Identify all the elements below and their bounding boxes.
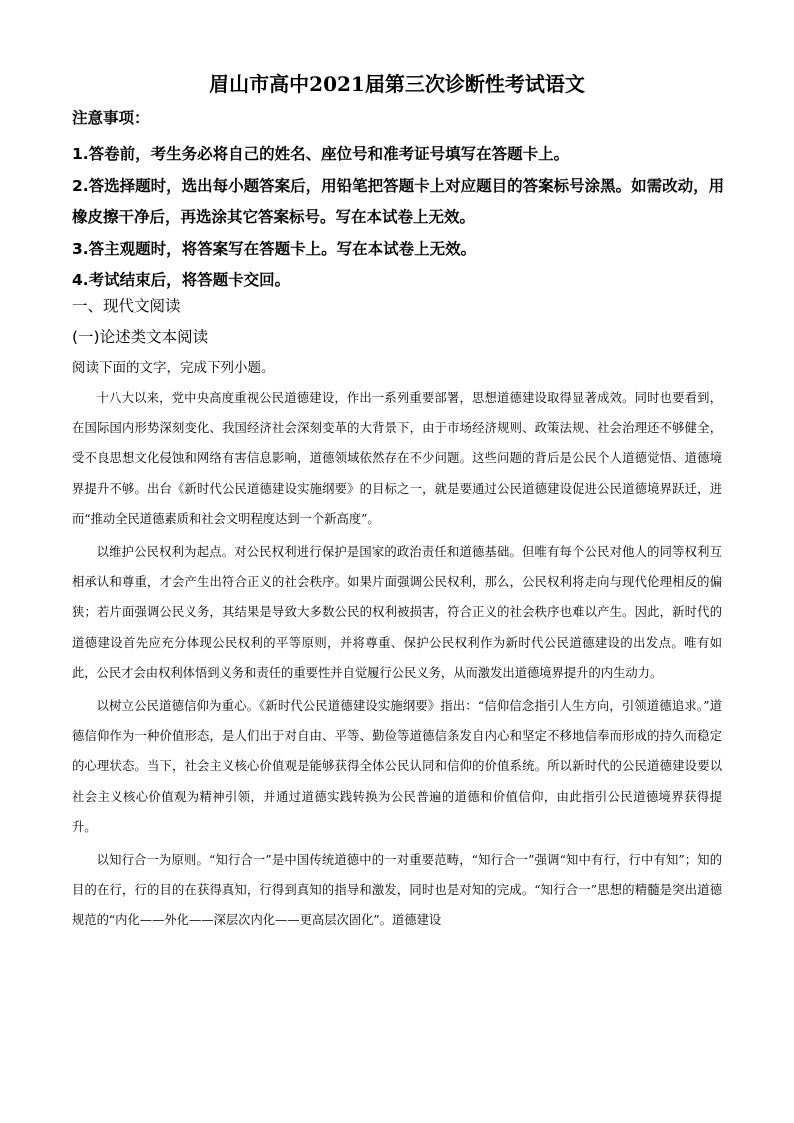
reading-passage [72,383,722,939]
page-title: 眉山市高中2021届第三次诊断性考试语文 [209,72,585,96]
subsection-heading-argumentative: (一)论述类文本阅读 [72,328,209,346]
notice-item: 2.答选择题时，选出每小题答案后，用铅笔把答题卡上对应题目的答案标号涂黑。如需改动，用橡皮擦干净后，再选涂其它答案标号。写在本试卷上无效。 [72,176,725,226]
passage-paragraph: 以维护公民权利为起点。对公民权利进行保护是国家的政治责任和道德基础。但唯有每个公民对他人的同等权利互相承认和尊重，才会产生出符合正义的社会秩序。如果片面强调公民权利，那么，公民权利将走向与现代伦理相反的偏狭；若片面强调公民义务，其结果是导致大多数公民的权利被损害，符合正义的社会秩序也难以产生。因此，新时代的道德建设首先应充分体现公民权利的平等原则，并将尊重、保护公民权利作为新时代公民道德建设的出发点。唯有如此，公民才会由权利体悟到义务和责任的重要性并自觉履行公民义务，从而激发出道德境界提升的内生动力。 [72,545,722,680]
passage-paragraph: 以知行合一为原则。“知行合一”是中国传统道德中的一对重要范畴，“知行合一”强调“知中有行，行中有知”；知的目的在行，行的目的在获得真知，行得到真知的指导和激发，同时也是对知的完成。“知行合一”思想的精髓是突出道德规范的“内化——外化——深层次内化——更高层次固化”。道德建设 [72,853,722,928]
notice-item: 1.答卷前，考生务必将自己的姓名、座位号和准考证号填写在答题卡上。 [72,145,570,163]
notice-item: 3.答主观题时，将答案写在答题卡上。写在本试卷上无效。 [72,239,477,258]
passage-paragraph: 以树立公民道德信仰为重心。《新时代公民道德建设实施纲要》指出：“信仰信念指引人生方向，引领道德追求。”道德信仰作为一种价值形态，是人们出于对自由、平等、勤俭等道德信条发自内心和坚定不移地信奉而形成的持久而稳定的心理状态。当下，社会主义核心价值观是能够获得全体公民认同和信仰的价值系统。所以新时代的公民道德建设要以社会主义核心价值观为精神引领，并通过道德实践转换为公民普遍的道德和价值信仰，由此指引公民道德境界获得提升。 [72,699,722,834]
reading-instruction: 阅读下面的文字，完成下列小题。 [72,360,275,376]
passage-paragraph: 十八大以来，党中央高度重视公民道德建设，作出一系列重要部署，思想道德建设取得显著成效。同时也要看到，在国际国内形势深刻变化、我国经济社会深刻变革的大背景下，由于市场经济规则、政策法规、社会治理还不够健全，受不良思想文化侵蚀和网络有害信息影响，道德领域依然存在不少问题。这些问题的背后是公民个人道德觉悟、道德境界提升不够。出台《新时代公民道德建设实施纲要》的目标之一，就是要通过公民道德建设促进公民道德境界跃迁，进而“推动全民道德素质和社会文明程度达到一个新高度”。 [72,391,722,526]
notice-item: 4.考试结束后，将答题卡交回。 [72,271,291,289]
notice-heading: 注意事项： [72,109,150,127]
notice-list [72,139,732,297]
section-heading-modern-reading: 一、现代文阅读 [72,297,181,315]
